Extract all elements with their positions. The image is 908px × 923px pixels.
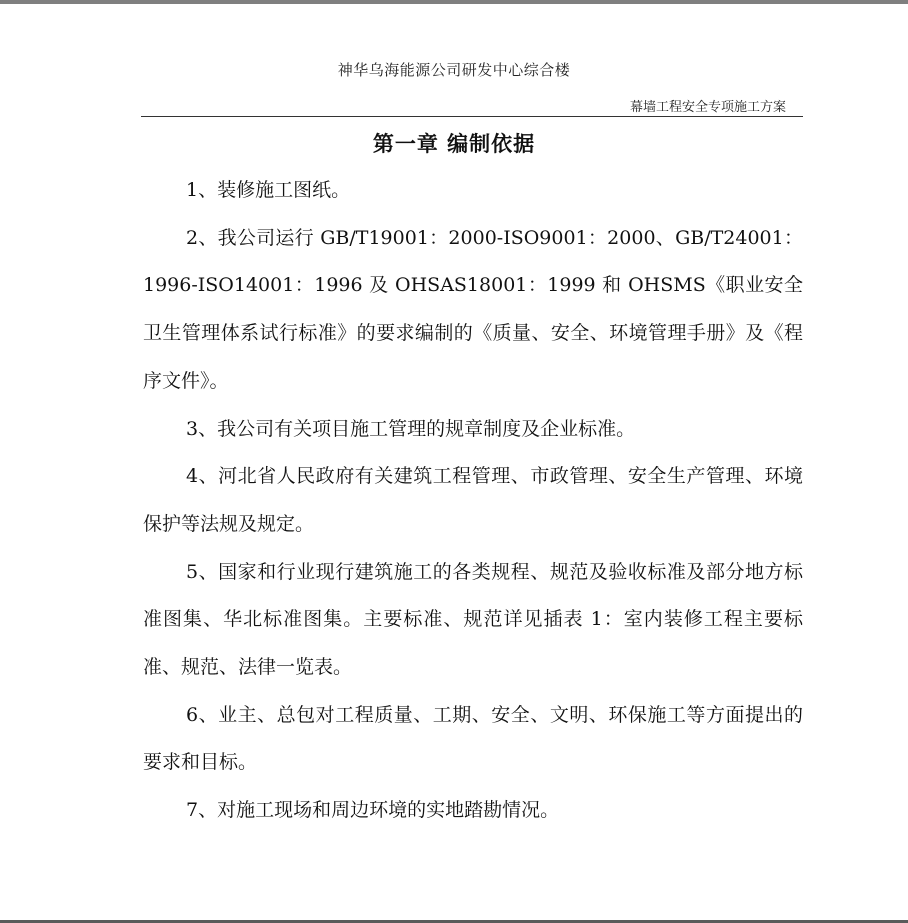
list-item: 6、业主、总包对工程质量、工期、安全、文明、环保施工等方面提出的要求和目标。 — [143, 703, 803, 774]
list-item: 1、装修施工图纸。 — [186, 179, 351, 201]
list-item: 4、河北省人民政府有关建筑工程管理、市政管理、安全生产管理、环境保护等法规及规定。 — [143, 465, 803, 535]
chapter-title: 第一章 编制依据 — [372, 131, 536, 156]
list-item: 5、国家和行业现行建筑施工的各类规程、规范及验收标准及部分地方标准图集、华北标准图集。主要标准、规范详见插表 1：室内装修工程主要标准、规范、法律一览表。 — [143, 560, 803, 679]
list-item: 3、我公司有关项目施工管理的规章制度及企业标准。 — [186, 417, 636, 440]
document-body — [143, 167, 803, 835]
list-item: 7、对施工现场和周边环境的实地踏勘情况。 — [186, 799, 560, 822]
header-divider — [141, 116, 803, 117]
list-item: 2、我公司运行 GB/T19001：2000-ISO9001：2000、GB/T24001：1996-ISO14001：1996 及 OHSAS18001：1999 和 OHSMS《职业安全卫生管理体系试行标准》的要求编制的《质量、安全、环境管理手册》及《程序文件》。 — [143, 226, 803, 392]
document-header-subtitle: 幕墙工程安全专项施工方案 — [629, 100, 786, 115]
document-header-title: 神华乌海能源公司研发中心综合楼 — [337, 61, 571, 79]
